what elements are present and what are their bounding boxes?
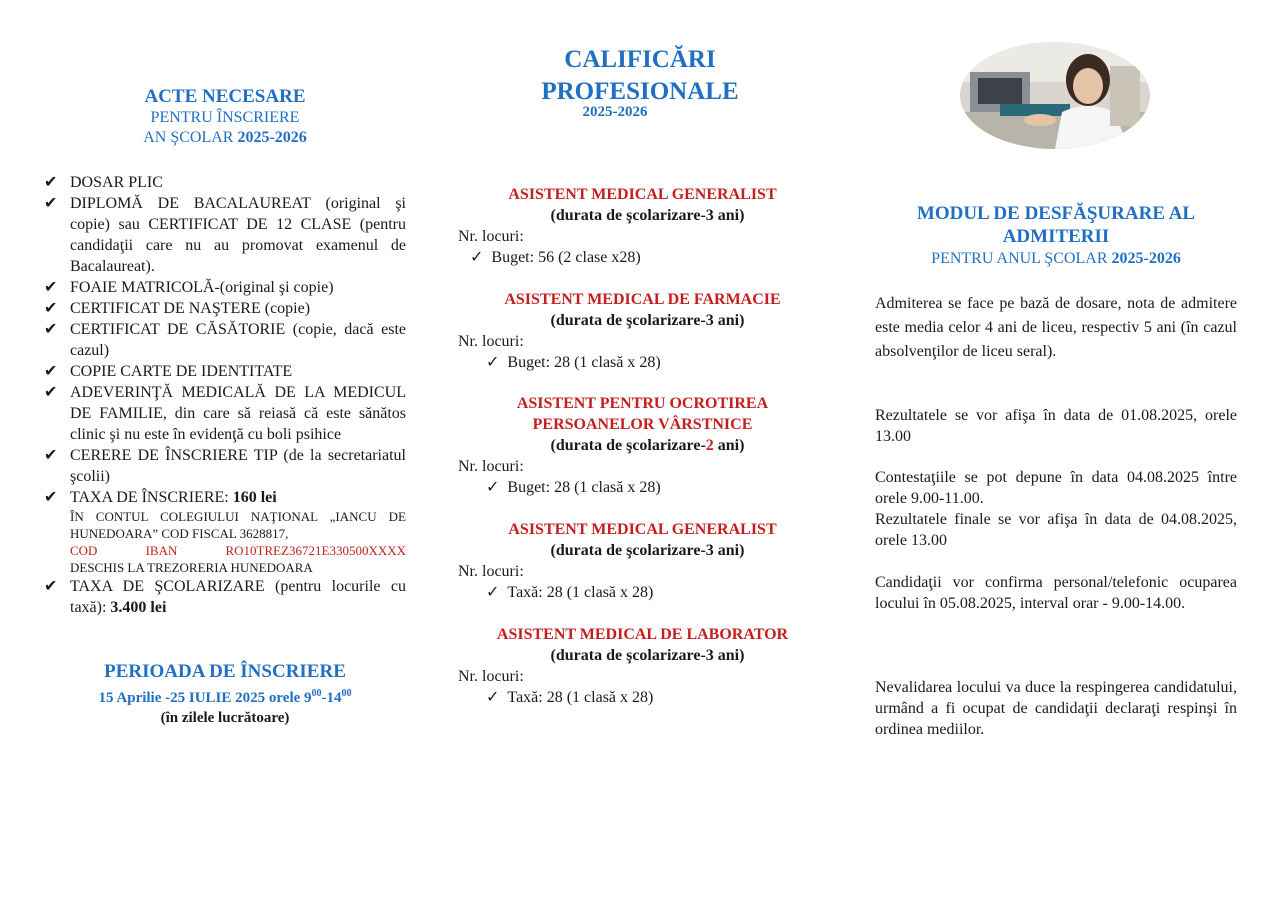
program-block (458, 184, 813, 268)
fee-amount: 160 lei (232, 489, 277, 506)
results-date: Rezultatele se vor afişa în data de 01.08.2025, orele 13.00 (875, 407, 1237, 445)
program-name-1: ASISTENT PENTRU OCROTIREA (516, 395, 769, 412)
seats-item (458, 582, 813, 603)
mid-year: 2025-2026 (582, 104, 648, 120)
doc-transcript: FOAIE MATRICOLĂ-(original şi copie) (70, 279, 334, 296)
fee-treasury: DESCHIS LA TREZORERIA HUNEDOARA (70, 560, 313, 575)
check-icon: ✔ (44, 321, 58, 338)
doc-id-copy: COPIE CARTE DE IDENTITATE (70, 363, 293, 380)
duration-years: 2 (705, 437, 714, 454)
check-icon: ✓ (486, 584, 500, 601)
right-title-1: MODUL DE DESFĂŞURARE AL (916, 203, 1196, 224)
program-duration: (durata de şcolarizare-3 ani) (550, 542, 745, 559)
doc-application: CERERE DE ÎNSCRIERE TIP (de la secretariatul şcolii) (70, 447, 406, 485)
seats-label: Nr. locuri: (458, 458, 524, 475)
mid-title-1: CALIFICĂRI (564, 46, 716, 73)
seats-label: Nr. locuri: (458, 668, 524, 685)
check-icon: ✔ (44, 195, 58, 212)
seats-item (458, 477, 813, 498)
check-icon: ✔ (44, 489, 58, 506)
seats-label: Nr. locuri: (458, 228, 524, 245)
iban-word-2: IBAN (145, 543, 178, 558)
left-subtitle-2-text: AN ŞCOLAR (143, 129, 238, 146)
check-icon: ✓ (486, 354, 500, 371)
seats-item (458, 247, 813, 268)
seats-value: Taxă: 28 (1 clasă x 28) (507, 584, 654, 601)
seats-value: Buget: 28 (1 clasă x 28) (507, 479, 661, 496)
program-name-2: PERSOANELOR VÂRSTNICE (532, 416, 753, 433)
enrollment-period (44, 660, 406, 728)
final-results: Rezultatele finale se vor afişa în data de 04.08.2025, orele 13.00 (875, 511, 1237, 549)
check-icon: ✔ (44, 447, 58, 464)
doc-dosar: DOSAR PLIC (70, 174, 163, 191)
period-end-hour: -14 (321, 690, 342, 706)
program-block (458, 393, 813, 498)
doc-marriage-cert: CERTIFICAT DE CĂSĂTORIE (copie, dacă este cazul) (70, 321, 406, 359)
list-item (44, 172, 406, 193)
iban-word-1: COD (70, 543, 98, 558)
check-icon: ✓ (486, 479, 500, 496)
lab-photo-image (960, 42, 1150, 149)
check-icon: ✔ (44, 279, 58, 296)
program-duration (458, 435, 813, 456)
list-item (44, 319, 406, 361)
left-subtitle-2 (44, 128, 406, 148)
program-duration: (durata de şcolarizare-3 ani) (550, 647, 745, 664)
doc-medical: ADEVERINŢĂ MEDICALĂ DE LA MEDICUL DE FAMILIE, din care să reiasă că este sănătos clinic şi nu este în evidenţă cu boli psihice (70, 384, 406, 443)
seats-item (458, 352, 813, 373)
duration-text: (durata de şcolarizare- (550, 437, 706, 454)
invalidation-info: Nevalidarea locului va duce la respingerea candidatului, urmând a fi ocupat de candidaţii declaraţi respinşi în ordinea mediilor. (875, 679, 1237, 738)
list-item (44, 277, 406, 298)
period-note: (în zilele lucrătoare) (160, 710, 290, 726)
required-documents-list (44, 172, 406, 618)
list-item (44, 193, 406, 277)
qualifications-header (520, 44, 760, 122)
check-icon: ✓ (486, 689, 500, 706)
admission-header (875, 202, 1237, 270)
right-subtitle-text: PENTRU ANUL ŞCOLAR (931, 250, 1112, 267)
program-duration: (durata de şcolarizare-3 ani) (550, 312, 745, 329)
program-block (458, 289, 813, 373)
period-sup-1: 00 (311, 688, 322, 699)
check-icon: ✔ (44, 384, 58, 401)
seats-value: Buget: 56 (2 clase x28) (491, 249, 641, 266)
list-item (44, 361, 406, 382)
seats-label: Nr. locuri: (458, 333, 524, 350)
check-icon: ✔ (44, 174, 58, 191)
period-dates-text: 15 Aprilie -25 IULIE 2025 orele 9 (98, 690, 312, 706)
mid-title-2: PROFESIONALE (541, 78, 739, 105)
period-dates (44, 684, 406, 708)
list-item (44, 298, 406, 319)
right-title-2: ADMITERII (1002, 226, 1110, 247)
doc-diploma: DIPLOMĂ DE BACALAUREAT (original şi copie) sau CERTIFICAT DE 12 CLASE (pentru candidaţii care nu au promovat examenul de Bacalaureat). (70, 195, 406, 275)
fee-label: TAXA DE ÎNSCRIERE: (70, 489, 233, 506)
program-block (458, 624, 813, 708)
appeals-info: Contestaţiile se pot depune în data 04.08.2025 între orele 9.00-11.00. (875, 469, 1237, 507)
required-documents-header (44, 86, 406, 148)
right-subtitle-year: 2025-2026 (1111, 250, 1181, 267)
admission-criteria: Admiterea se face pe bază de dosare, nota de admitere este media celor 4 ani de liceu, respectiv 5 ani (în cazul absolvenţilor de liceu seral). (875, 295, 1237, 360)
list-item (44, 576, 406, 618)
program-name: ASISTENT MEDICAL DE LABORATOR (496, 626, 789, 643)
seats-value: Buget: 28 (1 clasă x 28) (507, 354, 661, 371)
list-item (44, 445, 406, 487)
check-icon: ✔ (44, 578, 58, 595)
program-name: ASISTENT MEDICAL GENERALIST (508, 521, 777, 538)
fee-iban (70, 542, 406, 559)
left-title: ACTE NECESARE (144, 86, 306, 107)
program-duration: (durata de şcolarizare-3 ani) (550, 207, 745, 224)
period-title: PERIOADA DE ÎNSCRIERE (104, 661, 346, 682)
list-item (44, 382, 406, 445)
seats-label: Nr. locuri: (458, 563, 524, 580)
period-sup-2: 00 (341, 688, 352, 699)
seats-item (458, 687, 813, 708)
confirmation-info: Candidaţii vor confirma personal/telefonic ocuparea locului în 05.08.2025, interval orar - 9.00-14.00. (875, 574, 1237, 612)
check-icon: ✔ (44, 300, 58, 317)
doc-birth-cert: CERTIFICAT DE NAŞTERE (copie) (70, 300, 311, 317)
duration-suffix: ani) (713, 437, 745, 454)
seats-value: Taxă: 28 (1 clasă x 28) (507, 689, 654, 706)
right-subtitle (875, 248, 1237, 270)
tuition-amount: 3.400 lei (110, 599, 167, 616)
left-subtitle-1: PENTRU ÎNSCRIERE (150, 109, 300, 126)
program-name: ASISTENT MEDICAL DE FARMACIE (504, 291, 781, 308)
check-icon: ✓ (470, 249, 484, 266)
lab-photo (960, 42, 1150, 149)
left-subtitle-2-year: 2025-2026 (237, 129, 307, 146)
tuition-label: TAXA DE ŞCOLARIZARE (pentru locurile cu taxă): (70, 578, 406, 616)
iban-code: RO10TREZ36721E330500XXXX (225, 543, 406, 558)
program-name: ASISTENT MEDICAL GENERALIST (508, 186, 777, 203)
fee-account: ÎN CONTUL COLEGIULUI NAŢIONAL „IANCU DE HUNEDOARA” COD FISCAL 3628817, (70, 509, 406, 541)
program-block (458, 519, 813, 603)
list-item (44, 487, 406, 576)
check-icon: ✔ (44, 363, 58, 380)
